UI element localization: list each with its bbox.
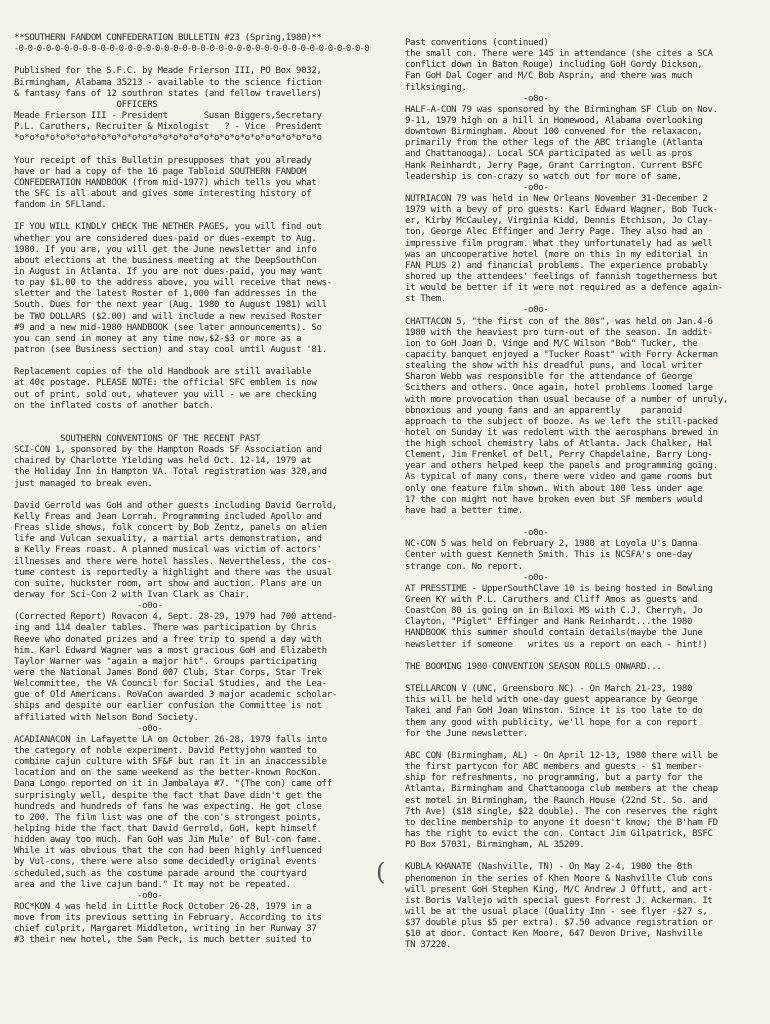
text-line: Scithers and others. Once again, hotel problems loomed large: [405, 383, 713, 394]
text-line: patron (see Business section) and stay cool until August '81.: [14, 344, 327, 355]
text-line: gue of Old Americans. RoVaCon awarded 3 major academic scholar-: [14, 690, 337, 701]
text-line: capacity banquet enjoyed a "Tucker Roast" with Forry Ackerman: [405, 349, 718, 360]
text-line: conflict down in Baton Rouge) including GoH Gordy Dickson,: [405, 60, 703, 71]
text-line: out of print, sold out, whatever you will - we are checking: [14, 389, 317, 400]
text-line: hundreds and hundreds of fans he was expecting. He got close: [14, 801, 322, 812]
text-line: just managed to break even.: [14, 478, 153, 489]
text-line: -o0o-: [405, 182, 549, 193]
text-line: Clement, Jim Frenkel of Dell, Perry Chapdelaine, Barry Long-: [405, 450, 713, 461]
text-line: will be at the usual place (Quality Inn - see flyer -$27 s,: [405, 906, 708, 917]
text-line: hidden away too much. Fan GoH was Jim Mule' of Bul-con fame.: [14, 835, 322, 846]
text-line: Replacement copies of the old Handbook are still available: [14, 367, 312, 378]
text-line: $37 double plus $5 per extra). $7.50 advance registration or: [405, 918, 713, 929]
text-line: the Holiday Inn in Hampton VA. Total registration was 320,and: [14, 467, 327, 478]
text-line: and Chattanooga). Local SCA participated as well as pros: [405, 149, 693, 160]
text-line: KUBLA KHANATE (Nashville, TN) - On May 2-4, 1980 the 8th: [405, 862, 693, 873]
text-line: Kelly Freas and Jean Lorrah. Programming included Apollo and: [14, 512, 322, 523]
text-line: by Vul-cons, there were also some decidedly original events: [14, 857, 317, 868]
text-line: will present GoH Stephen King, M/C Andrew J Offutt, and art-: [405, 884, 713, 895]
left-column: [14, 0, 386, 1024]
text-line: CONFEDERATION HANDBOOK (from mid-1977) which tells you what: [14, 177, 317, 188]
text-line: -o0o-: [14, 601, 163, 612]
text-line: combine cajun culture with SF&F but ran it in an inaccessible: [14, 757, 327, 768]
text-line: him. Karl Edward Wagner was a most gracious GoH and Elizabeth: [14, 645, 327, 656]
text-line: stealing the show with his dreadful puns, and local writer: [405, 361, 703, 372]
text-line: year and others helped keep the panels and programming going.: [405, 461, 718, 472]
text-line: fandom in SFLland.: [14, 200, 107, 211]
text-line: ing and 114 dealer tables. There was participation by Chris: [14, 623, 317, 634]
text-line: the small con. There were 145 in attendance (she cites a SCA: [405, 49, 713, 60]
text-line: *o*o*o*o*o*o*o*o*o*o*o*o*o*o*o*o*o*o*o*o*o*o*o*o*o*o*o*o*o*o: [14, 133, 322, 144]
text-line: newsletter if someone writes us a report on each - hint!): [405, 639, 708, 650]
text-line: CHATTACON 5, "the first con of the 80s", was held on Jan.4-6: [405, 316, 713, 327]
bulletin-title: **SOUTHERN FANDOM CONFEDERATION BULLETIN #23 (Spring,1980)**: [14, 33, 322, 43]
text-line: to 200. The film list was one of the con's strongest points,: [14, 812, 322, 823]
text-line: NUTRIACON 79 was held in New Orleans November 31-December 2: [405, 193, 708, 204]
text-line: 1980 with the heaviest pro turn-out of the season. In addit-: [405, 327, 713, 338]
text-line: Reeve who donated prizes and a free trip to spend a day with: [14, 634, 322, 645]
text-line: [14, 490, 386, 501]
text-line: [14, 144, 386, 155]
text-line: Dana Longo reported on it in Jambalaya #7. "(The con) came off: [14, 779, 332, 790]
text-line: tume contest is reportedly a highlight and there was the usual: [14, 567, 332, 578]
text-line: Welcommittee, the VA Council for Social Studies, and the Lea-: [14, 679, 327, 690]
text-line: move from its previous setting in February. According to its: [14, 913, 322, 924]
text-line: Published for the S.F.C. by Meade Frierson III, PO Box 9032,: [14, 66, 322, 77]
text-line: CoastCon 80 is going on in Biloxi MS with C.J. Cherryh, Jo: [405, 606, 703, 617]
text-line: at 40¢ postage. PLEASE NOTE: the official SFC emblem is now: [14, 378, 317, 389]
text-line: -o0o-: [405, 305, 549, 316]
text-line: impressive film program. What they unfortunately had as well: [405, 238, 713, 249]
text-line: hotel on Sunday it was redolent with the aerosphans brewed in: [405, 427, 718, 438]
text-line: to decline membership to anyone it doesn't know; the B'ham FD: [405, 817, 718, 828]
text-line: Birmingham, Alabama 35213 - available to the science fiction: [14, 77, 322, 88]
text-line: be TWO DOLLARS ($2.00) and will include a new revised Roster: [14, 311, 322, 322]
text-line: [405, 517, 761, 528]
text-line: shored up the attendees' feelings of fannish togetherness but: [405, 271, 718, 282]
text-line: downtown Birmingham. About 100 convened for the relaxacon,: [405, 127, 703, 138]
text-line: them any good with publicity, we'll hope for a con report: [405, 717, 698, 728]
text-line: illnesses and there were hotel hassles. Nevertheless, the cos-: [14, 556, 332, 567]
text-line: primarily from the other legs of the ABC triangle (Atlanta: [405, 138, 703, 149]
text-line: SCI-CON 1, sponsored by the Hampton Roads SF Association and: [14, 445, 322, 456]
text-line: ion to GoH Joan D. Vinge and M/C Wilson "Bob" Tucker, the: [405, 338, 698, 349]
text-line: about elections at the business meeting at the DeepSouthCon: [14, 255, 317, 266]
text-line: a Kelly Freas roast. A planned musical was victim of actors': [14, 545, 322, 556]
text-line: Takei and Fan GoH Joan Winston. Since it is too late to do: [405, 706, 703, 717]
text-line: Green KY with P.L. Caruthers and Cliff Amos as guests and: [405, 595, 698, 606]
text-line: -o0o-: [405, 572, 549, 583]
text-line: (Corrected Report) Rovacon 4, Sept. 28-29, 1979 had 700 attend-: [14, 612, 337, 623]
text-line: Center with guest Kenneth Smith. This is NCSFA's one-day: [405, 550, 693, 561]
text-line: the high school chemistry labs of Atlanta. Jack Chalker, Hal: [405, 439, 713, 450]
text-line: [14, 55, 386, 66]
text-line: were the National James Bond 007 Club, Star Corps, Star Trek: [14, 668, 322, 679]
text-line: South. Dues for the next year (Aug. 1980 to August 1981) will: [14, 300, 327, 311]
text-line: [14, 412, 386, 423]
right-column: [405, 0, 761, 1024]
text-line: ROC*KON 4 was held in Little Rock October 26-28, 1979 in a: [14, 901, 312, 912]
text-line: NC-CON 5 was held on February 2, 1980 at Loyola U's Danna: [405, 539, 698, 550]
text-line: er, Kirby McCauley, Virginia Kidd, Dennis Etchison, Jo Clay-: [405, 216, 713, 227]
text-line: helping hide the fact that David Gerrold, GoH, kept himself: [14, 823, 317, 834]
text-line: has the right to evict the con. Contact Jim Gilpatrick, BSFC: [405, 828, 713, 839]
text-line: [14, 356, 386, 367]
text-line: ships and despite our earlier confusion the Committee is not: [14, 701, 322, 712]
text-line: IF YOU WILL KINDLY CHECK THE NETHER PAGES, you will find out: [14, 222, 322, 233]
text-line: scheduled,such as the costume parade around the courtyard: [14, 868, 307, 879]
text-line: approach to the subject of booze. As we left the still-packed: [405, 416, 718, 427]
text-line: surprisingly well, despite the fact that Dave didn't get the: [14, 790, 322, 801]
text-line: Freas slide shows, folk concert by Bob Zentz, panels on alien: [14, 523, 327, 534]
text-line: ton, George Alec Effinger and Jerry Page. They also had an: [405, 227, 703, 238]
text-line: SOUTHERN CONVENTIONS OF THE RECENT PAST: [14, 434, 261, 445]
text-line: As typical of many cons, there were video and game rooms but: [405, 472, 713, 483]
text-line: -o0o-: [14, 723, 163, 734]
text-line: David Gerrold was GoH and other guests including David Gerrold,: [14, 500, 337, 511]
text-line: have or had a copy of the 16 page Tabloid SOUTHERN FANDOM: [14, 166, 307, 177]
left-column-text: [14, 55, 386, 946]
text-line: Past conventions (continued): [405, 38, 549, 48]
text-line: Your receipt of this Bulletin presupposes that you already: [14, 155, 312, 166]
text-line: HALF-A-CON 79 was sponsored by the Birmingham SF Club on Nov.: [405, 104, 718, 115]
header-rule: -0-0-0-0-0-0-0-0-0-0-0-0-0-0-0-0-0-0-0-0-0-0-0-0-0-0-0-0-0-0-0-0-0-0-0-0-0-0-0: [14, 44, 369, 55]
text-line: STELLARCON V (UNC, Greensboro NC) - On March 21-23, 1980: [405, 684, 693, 695]
text-line: Fan GoH Dal Coger and M/C Bob Asprin, and there was much: [405, 71, 693, 82]
text-line: #9 and a new mid-1980 HANDBOOK (see later announcements). So: [14, 322, 322, 333]
text-line: affiliated with Nelson Bond Society.: [14, 712, 199, 723]
text-line: chaired by Charlotte Yielding was held Oct. 12-14, 1979 at: [14, 456, 312, 467]
text-line: life and Vulcan sexuality, a martial arts demonstration, and: [14, 534, 322, 545]
text-line: -o0o-: [405, 93, 549, 104]
text-line: ist Boris Vallejo with special guest Forrest J. Ackerman. It: [405, 895, 713, 906]
text-line: FAN PLUS 2) and financial problems. The experience probably: [405, 260, 708, 271]
margin-bracket: (: [376, 858, 386, 886]
text-line: only one feature film shown. With about 100 less under age: [405, 483, 703, 494]
text-line: the SFC is all about and gives some interesting history of: [14, 188, 312, 199]
text-line: PO Box 57031, Birmingham, AL 35209.: [405, 840, 585, 851]
text-line: on the inflated costs of another batch.: [14, 400, 214, 411]
text-line: #3 their new hotel, the Sam Peck, is much better suited to: [14, 935, 312, 946]
text-line: [14, 423, 386, 434]
text-line: derway for Sci-Con 2 with Ivan Clark as Chair.: [14, 590, 250, 601]
text-line: with more provocation than usual because of a number of unruly,: [405, 394, 728, 405]
text-line: for the June newsletter.: [405, 728, 529, 739]
text-line: [405, 740, 761, 751]
text-line: [14, 211, 386, 222]
text-line: location and on the same weekend as the better-known RocKon.: [14, 768, 322, 779]
text-line: Taylor Warner was "again a major hit". Groups participating: [14, 656, 317, 667]
text-line: strange con. No report.: [405, 561, 523, 572]
text-line: [405, 673, 761, 684]
text-line: & fantasy fans of 12 southron states (and fellow travellers): [14, 88, 322, 99]
text-line: P.L. Caruthers, Recruiter & Mixologist ? - Vice President: [14, 122, 322, 133]
text-line: HANDBOOK this summer should contain details(maybe the June: [405, 628, 703, 639]
text-line: st Them.: [405, 294, 447, 305]
text-line: 1979 with a bevy of pro guests: Karl Edward Wagner, Bob Tuck-: [405, 205, 718, 216]
text-line: -o0o-: [405, 528, 549, 539]
text-line: obnoxious and young fans and an apparently paranoid: [405, 405, 682, 416]
text-line: sletter and the latest Roster of 1,000 fan addresses in the: [14, 289, 317, 300]
text-line: Hank Reinhardt, Jerry Page, Grant Carrington. Current BSFC: [405, 160, 703, 171]
text-line: ABC CON (Birmingham, AL) - On April 12-13, 1980 there will be: [405, 751, 718, 761]
text-line: 9-11, 1979 high on a hill in Homewood, Alabama overlooking: [405, 115, 703, 126]
text-line: the category of noble experiment. David Pettyjohn wanted to: [14, 746, 317, 756]
text-line: in August in Atlanta. If you are not dues-paid, you may want: [14, 266, 322, 277]
text-line: to pay $1.00 to the address above, you will receive that news-: [14, 278, 332, 289]
text-line: you can send in money at any time now,$2-$3 or more as a: [14, 333, 302, 344]
text-line: AT PRESSTIME - UpperSouthClave 10 is being hosted in Bowling: [405, 583, 713, 594]
text-line: Meade Frierson III - President Susan Biggers,Secretary: [14, 110, 322, 121]
text-line: was an uncooperative hotel (more on this in my editorial in: [405, 249, 708, 260]
right-column-text: [405, 38, 761, 952]
text-line: Sharon Webb was responsible for the attendance of George: [405, 372, 693, 383]
text-line: [405, 851, 761, 862]
text-line: OFFICERS: [14, 99, 158, 110]
text-line: est motel in Birmingham, the Raunch House (22nd St. So. and: [405, 795, 708, 806]
text-line: it would be better if it were not required as a defence again-: [405, 283, 723, 294]
text-line: THE BOOMING 1980 CONVENTION SEASON ROLLS ONWARD...: [405, 661, 662, 672]
text-line: Clayton, "Piglet" Effinger and Hank Reinhardt...the 1980: [405, 617, 693, 628]
text-line: leadership is con-crazy so watch out for more of same.: [405, 171, 682, 182]
text-line: ACADIANACON in Lafayette LA on October 26-28, 1979 falls into: [14, 734, 327, 745]
text-line: -o0o-: [14, 890, 163, 901]
text-line: TN 37220.: [405, 940, 452, 951]
text-line: 1980. If you are, you will get the June newsletter and info: [14, 244, 317, 255]
text-line: chief culprit, Margaret Middleton, writing in her Runway 37: [14, 924, 317, 935]
text-line: have had a better time.: [405, 505, 523, 516]
text-line: phenomenon in the series of Khen Moore & Nashville Club cons: [405, 873, 713, 884]
text-line: While it was obvious that the con had been highly influenced: [14, 846, 322, 857]
text-line: area and the live cajun band." It may not be repeated.: [14, 879, 291, 890]
text-line: the first partycon for ABC members and guests - $1 member-: [405, 762, 703, 773]
text-line: $10 at door. Contact Ken Moore, 647 Devon Drive, Nashville: [405, 929, 703, 940]
text-line: this will be held with one-day guest appearance by George: [405, 695, 698, 706]
text-line: whether you are considered dues-paid or dues-exempt to Aug.: [14, 233, 317, 244]
text-line: con suite, huckster room, art show and auction. Plans are un: [14, 578, 322, 589]
text-line: 7th Ave) ($18 single, $22 double). The con reserves the right: [405, 806, 718, 817]
text-line: [405, 651, 761, 662]
text-line: 17 the con might not have broken even but SF members would: [405, 494, 703, 505]
text-line: filksinging.: [405, 82, 467, 93]
text-line: ship for refreshments, no programming, but a party for the: [405, 773, 703, 784]
text-line: Atlanta, Birmingham and Chattanooga club members at the cheap: [405, 784, 718, 795]
